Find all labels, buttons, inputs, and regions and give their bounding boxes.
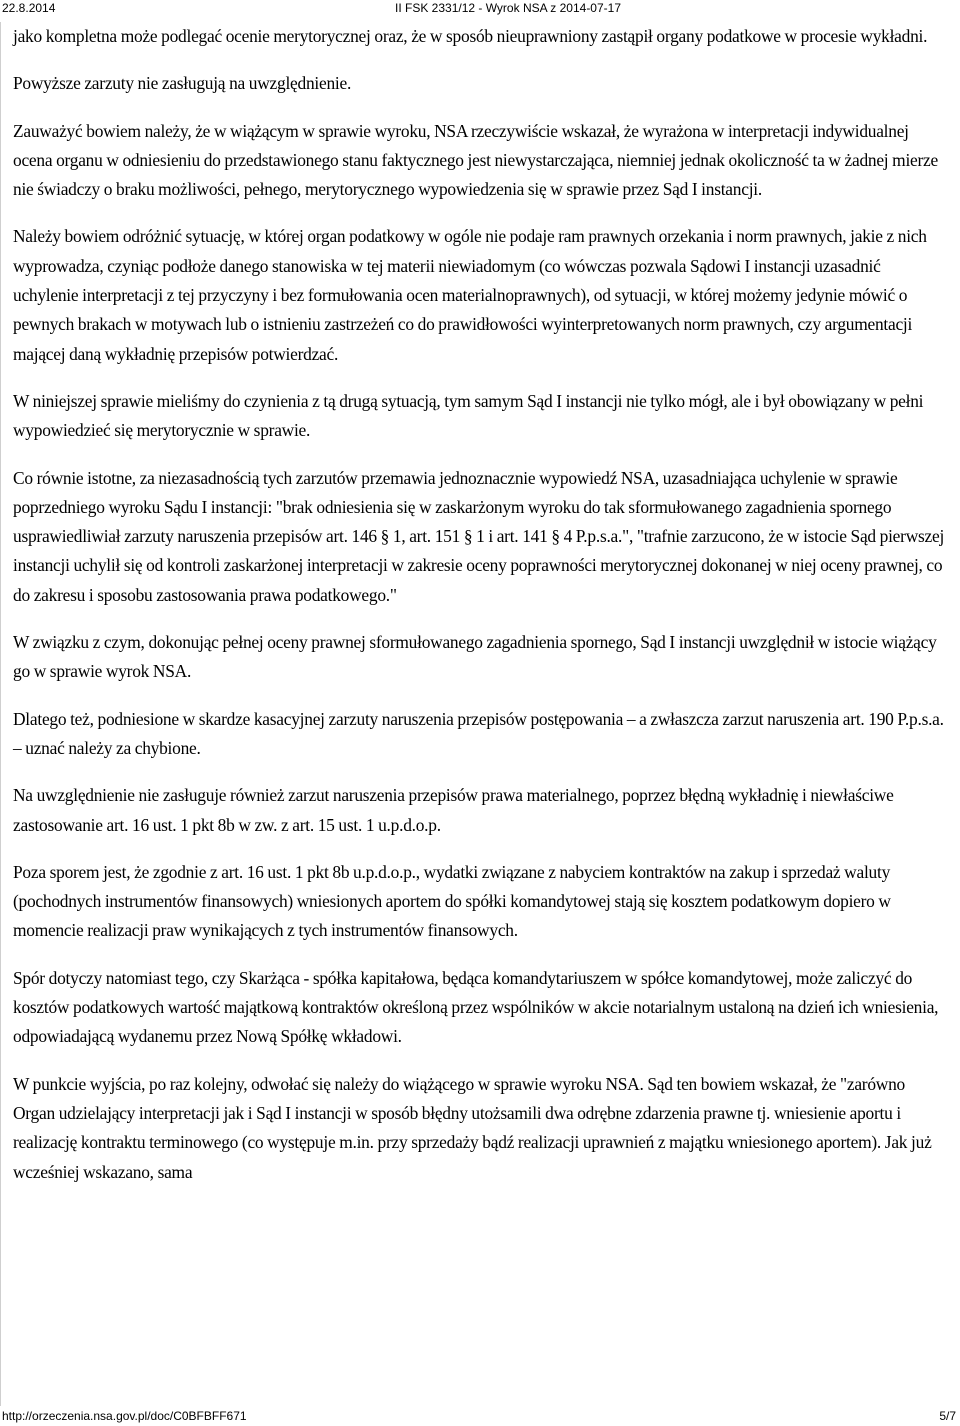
print-header [0, 0, 960, 16]
paragraph: Na uwzględnienie nie zasługuje również zarzut naruszenia przepisów prawa materialnego, poprzez błędną wykładnię i niewłaściwe zastosowanie art. 16 ust. 1 pkt 8b w zw. z art. 15 ust. 1 u.p.d.o.p. [13, 785, 894, 835]
paragraph: Dlatego też, podniesione w skardze kasacyjnej zarzuty naruszenia przepisów postępowania – a zwłaszcza zarzut naruszenia art. 190 P.p.s.a. – uznać należy za chybione. [13, 708, 944, 758]
print-footer [0, 1408, 960, 1424]
document-body [0, 22, 954, 1406]
page-number: 5/7 [939, 1409, 956, 1423]
paragraph: Co równie istotne, za niezasadnością tych zarzutów przemawia jednoznacznie wypowiedź NSA, uzasadniająca uchylenie w sprawie poprzedniego wyroku Sądu I instancji: "brak odniesienia się w zaskarżonym wyroku do tak sformułowanego zagadnienia spornego usprawiedliwiał zarzuty naruszenia przepisów art. 146 § 1, art. 151 § 1 i art. 141 § 4 P.p.s.a.", "trafnie zarzucono, że w istocie Sąd pierwszej instancji uchylił się od kontroli zaskarżonej interpretacji w zakresie oceny poprawności merytorycznej dokonanej w niej oceny prawnej, co do zakresu i sposobu zastosowania prawa podatkowego." [13, 467, 945, 605]
paragraph: W punkcie wyjścia, po raz kolejny, odwołać się należy do wiążącego w sprawie wyroku NSA. Sąd ten bowiem wskazał, że "zarówno Organ udzielający interpretacji jak i Sąd I instancji w sposób błędny utożsamili dwa odrębne zdarzenia prawne tj. wniesienie aportu i realizację kontraktu terminowego (co występuje m.in. przy sprzedaży bądź realizacji uprawnień z majątku wniesionego aportem). Jak już wcześniej wskazano, sama [13, 1073, 932, 1182]
document-url: http://orzeczenia.nsa.gov.pl/doc/C0BFBFF671 [2, 1409, 247, 1423]
paragraph: jako kompletna może podlegać ocenie merytorycznej oraz, że w sposób nieuprawniony zastąpił organy podatkowe w procesie wykładni. [13, 26, 928, 46]
paragraph: Zauważyć bowiem należy, że w wiążącym w sprawie wyroku, NSA rzeczywiście wskazał, że wyrażona w interpretacji indywidualnej ocena organu w odniesieniu do przedstawionego stanu faktycznego jest niewystarczająca, niemniej jednak okoliczność ta w żadnej mierze nie świadczy o braku możliwości, pełnego, merytorycznego wypowiedzenia się w sprawie przez Sąd I instancji. [13, 120, 938, 200]
print-date: 22.8.2014 [2, 1, 56, 15]
paragraph: Należy bowiem odróżnić sytuację, w której organ podatkowy w ogóle nie podaje ram prawnych orzekania i norm prawnych, jakie z nich wyprowadza, czyniąc podłoże danego stanowiska w tej materii niewiadomym (co wówczas pozwala Sądowi I instancji uzasadnić uchylenie interpretacji z tej przyczyny i bez formułowania ocen materialnoprawnych), od sytuacji, w której możemy jedynie mówić o pewnych brakach w motywach lub o istnieniu zastrzeżeń co do prawidłowości wyinterpretowanych norm prawnych, czy argumentacji mającej daną wykładnię przepisów potwierdzać. [13, 226, 927, 364]
document-title: II FSK 2331/12 - Wyrok NSA z 2014-07-17 [395, 1, 622, 15]
paragraph: W niniejszej sprawie mieliśmy do czynienia z tą drugą sytuacją, tym samym Sąd I instancji nie tylko mógł, ale i był obowiązany w pełni wypowiedzieć się merytorycznie w sprawie. [13, 390, 924, 441]
paragraph: W związku z czym, dokonując pełnej oceny prawnej sformułowanego zagadnienia spornego, Sąd I instancji uwzględnił w istocie wiążący go w sprawie wyrok NSA. [13, 632, 937, 682]
paragraph: Poza sporem jest, że zgodnie z art. 16 ust. 1 pkt 8b u.p.d.o.p., wydatki związane z nabyciem kontraktów na zakup i sprzedaż waluty (pochodnych instrumentów finansowych) wniesionych aportem do spółki komandytowej stają się kosztem podatkowym dopiero w momencie realizacji praw wynikających z tych instrumentów finansowych. [13, 861, 891, 941]
paragraph: Powyższe zarzuty nie zasługują na uwzględnienie. [13, 73, 352, 94]
paragraph: Spór dotyczy natomiast tego, czy Skarżąca - spółka kapitałowa, będąca komandytariuszem w spółce komandytowej, może zaliczyć do kosztów podatkowych wartość majątkową kontraktów określoną przez wspólników w akcie notarialnym ustaloną na dzień ich wniesienia, odpowiadającą wydanemu przez Nową Spółkę wkładowi. [13, 967, 939, 1047]
